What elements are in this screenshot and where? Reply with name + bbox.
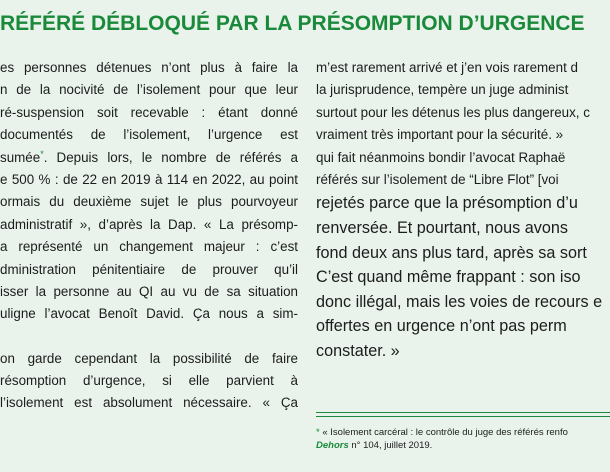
paragraph-line: résomption d’urgence, si elle parvient à	[0, 373, 298, 389]
paragraph-line: uligne l’avocat Benoît David. Ça nous a sim-	[0, 306, 298, 322]
footnote-line	[316, 427, 610, 440]
paragraph-line	[0, 147, 298, 169]
footnote-text: « Isolement carcéral : le contrôle du juge des référés renfo	[322, 427, 568, 438]
paragraph-line: documentés de l’isolement, l’urgence est	[0, 127, 298, 143]
quote-line: fond deux ans plus tard, après sa sort	[316, 243, 587, 262]
paragraph-line: on garde cependant la possibilité de faire	[0, 350, 298, 366]
publication-name: Dehors	[316, 439, 349, 451]
paragraph-break	[0, 326, 298, 348]
quote-line: renversée. Et pourtant, nous avons	[316, 218, 568, 237]
line-fragment: . Depuis lors, le nombre de référés a	[43, 149, 298, 165]
right-column	[316, 57, 610, 364]
footnote-text: n° 104, juillet 2019.	[348, 439, 433, 451]
quote-line: donc illégal, mais les voies de recours e	[316, 292, 603, 311]
pull-quote	[316, 191, 610, 363]
paragraph-line: qui fait néanmoins bondir l’avocat Raphaë	[316, 149, 566, 165]
paragraph-line: e 500 % : de 22 en 2019 à 114 en 2022, au point	[0, 171, 298, 187]
footnote	[316, 427, 610, 452]
paragraph-line: ormais du deuxième sujet le plus pourvoyeur	[0, 194, 298, 210]
paragraph-line: l’isolement est absolument nécessaire. « Ça	[0, 395, 298, 411]
footnote-reference[interactable]: *	[40, 148, 44, 159]
paragraph-line: es personnes détenues n’ont plus à faire la	[0, 60, 298, 75]
paragraph-line: ré-suspension soit recevable : étant donné	[0, 104, 298, 120]
paragraph-line: administratif », d’après la Dap. « La présomp-	[0, 216, 298, 232]
quote-line: offertes en urgence n’ont pas perm	[316, 317, 567, 336]
footnote-mark: *	[316, 427, 320, 438]
paragraph-line: m’est rarement arrivé et j’en vois rarement d	[316, 60, 578, 75]
footnote-divider	[316, 416, 610, 417]
left-column	[0, 57, 298, 415]
paragraph-line: dministration pénitentiaire de prouver qu’il	[0, 261, 298, 277]
footnote-line	[316, 440, 610, 453]
quote-line: constater. »	[316, 341, 400, 360]
paragraph-line: n de la nocivité de l’isolement pour que leur	[0, 82, 298, 98]
paragraph-line: surtout pour les détenus les plus dangereux, c	[316, 104, 590, 120]
quote-line: C’est quand même frappant : son iso	[316, 268, 581, 287]
quote-line: rejetés parce que la présomption d’u	[316, 194, 578, 213]
footnote-divider	[316, 412, 610, 413]
article-heading: RÉFÉRÉ DÉBLOQUÉ PAR LA PRÉSOMPTION D’URGENCE	[0, 12, 585, 35]
paragraph-line: vraiment très important pour la sécurité. »	[316, 127, 564, 143]
paragraph-line: isser la personne au QI au vu de sa situation	[0, 283, 298, 299]
line-fragment: sumée	[0, 149, 41, 165]
paragraph-line: référés sur l’isolement de “Libre Flot” [voi	[316, 171, 559, 187]
paragraph-line: la jurisprudence, tempère un juge administ	[316, 82, 569, 98]
paragraph-line: a représenté un changement majeur : c’est	[0, 239, 298, 255]
